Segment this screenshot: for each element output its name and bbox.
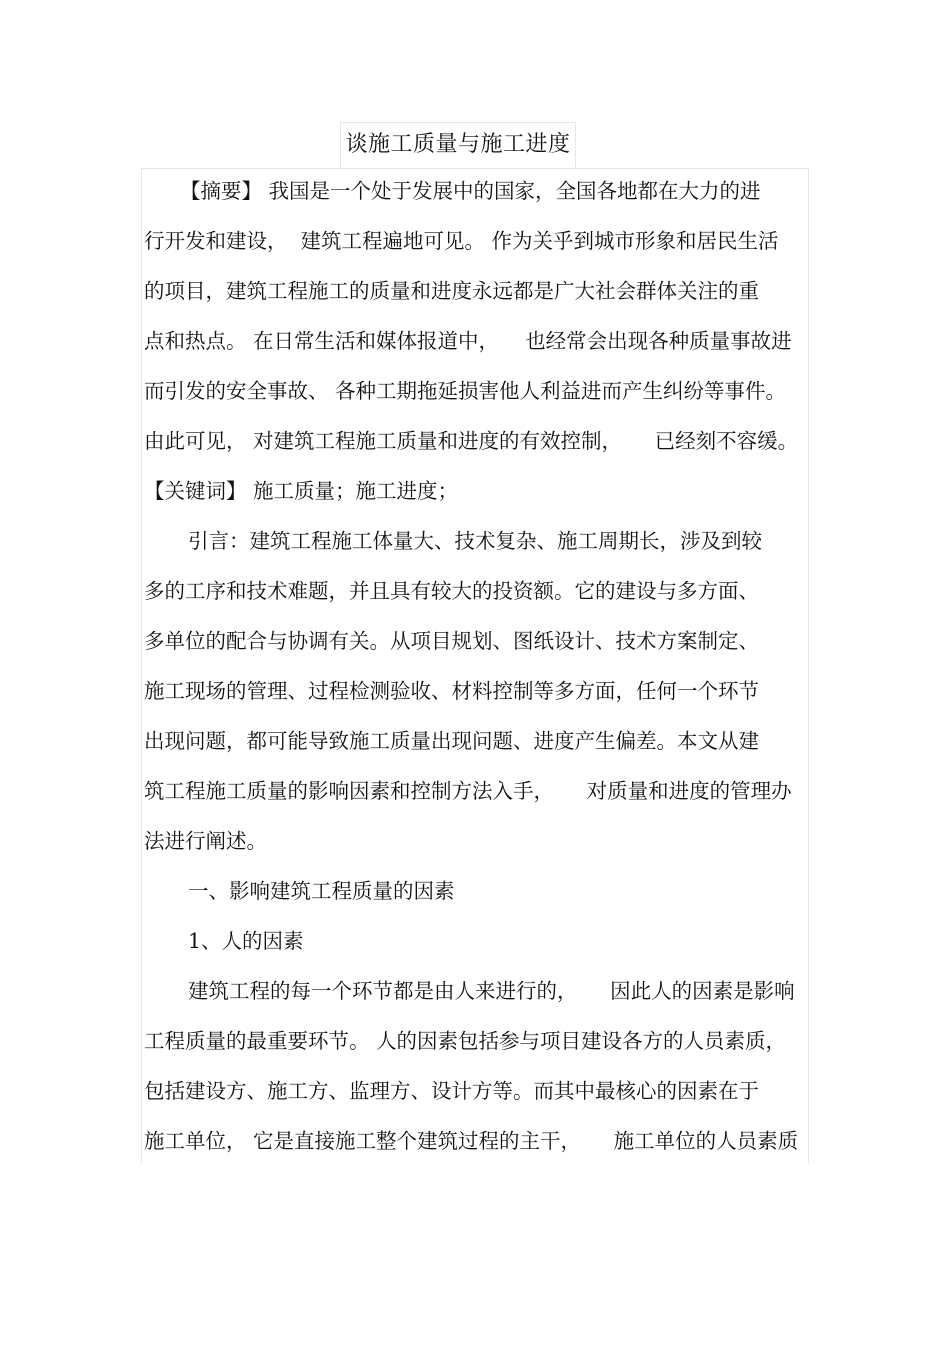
abstract-line: 【摘要】 我国是一个处于发展中的国家，全国各地都在大力的进 <box>180 179 761 203</box>
intro-line: 引言：建筑工程施工体量大、技术复杂、施工周期长，涉及到较 <box>188 529 762 553</box>
section-heading: 一、影响建筑工程质量的因素 <box>188 879 455 903</box>
paragraph-line: 施工单位， 它是直接施工整个建筑过程的主干， 施工单位的人员素质 <box>144 1129 799 1153</box>
keywords-line: 【关键词】 施工质量；施工进度； <box>144 479 459 503</box>
intro-line: 出现问题，都可能导致施工质量出现问题、进度产生偏差。本文从建 <box>144 729 759 753</box>
paragraph-line: 工程质量的最重要环节。 人的因素包括参与项目建设各方的人员素质， <box>144 1029 787 1053</box>
paragraph-line: 包括建设方、施工方、监理方、设计方等。而其中最核心的因素在于 <box>144 1079 759 1103</box>
subsection-heading: 1、人的因素 <box>188 929 304 953</box>
abstract-line: 行开发和建设， 建筑工程遍地可见。 作为关乎到城市形象和居民生活 <box>144 229 779 253</box>
paragraph-line: 建筑工程的每一个环节都是由人来进行的， 因此人的因素是影响 <box>188 979 795 1003</box>
abstract-line: 点和热点。 在日常生活和媒体报道中， 也经常会出现各种质量事故进 <box>144 329 792 353</box>
document-title: 谈施工质量与施工进度 <box>345 132 571 157</box>
abstract-line: 而引发的安全事故、 各种工期拖延损害他人利益进而产生纠纷等事件。 <box>144 379 787 403</box>
intro-line: 施工现场的管理、过程检测验收、材料控制等多方面，任何一个环节 <box>144 679 759 703</box>
abstract-line: 由此可见， 对建筑工程施工质量和进度的有效控制， 已经刻不容缓。 <box>144 429 799 453</box>
document-body <box>144 169 804 1169</box>
abstract-line: 的项目，建筑工程施工的质量和进度永远都是广大社会群体关注的重 <box>144 279 759 303</box>
intro-line: 法进行阐述。 <box>144 829 267 853</box>
intro-line: 多的工序和技术难题，并且具有较大的投资额。它的建设与多方面、 <box>144 579 759 603</box>
intro-line: 筑工程施工质量的影响因素和控制方法入手， 对质量和进度的管理办 <box>144 779 792 803</box>
intro-line: 多单位的配合与协调有关。从项目规划、图纸设计、技术方案制定、 <box>144 629 759 653</box>
